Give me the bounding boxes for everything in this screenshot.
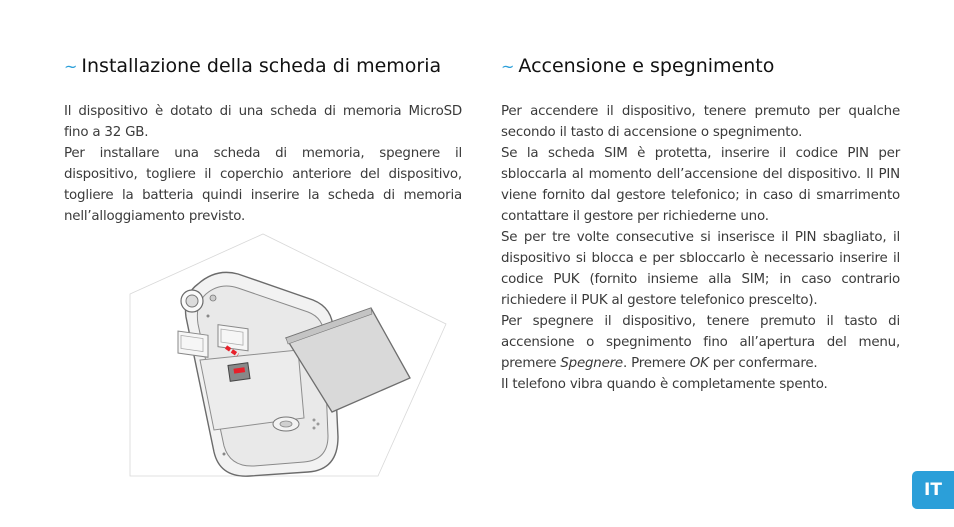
phone-battery-illustration — [128, 232, 448, 478]
spegnere-term: Spegnere — [560, 356, 623, 371]
power-body — [501, 101, 900, 395]
power-heading-text: Accensione e spegnimento — [518, 55, 775, 77]
power-paragraph-4-part-b: . Premere — [622, 356, 690, 371]
memory-card-section — [64, 52, 462, 227]
power-heading — [501, 52, 900, 81]
memory-card-heading-text: Installazione della scheda di memoria — [81, 55, 442, 77]
power-paragraph-4-part-a: Per spegnere il dispositivo, tenere premuto il tasto di accensione o spegnimento fino all’apertura del menu, premere — [501, 314, 900, 371]
tilde-marker: ~ — [501, 57, 515, 76]
memory-card-heading — [64, 52, 462, 81]
power-section — [501, 52, 900, 395]
phone-back-diagram — [128, 232, 448, 478]
power-paragraph-4 — [501, 311, 900, 374]
power-paragraph-3: Se per tre volte consecutive si inserisce il PIN sbagliato, il dispositivo si blocca e per sbloccarlo è necessario inserire il codice PUK (fornito insieme alla SIM; in caso contrario richiedere il PUK al gestore telefonico prescelto). — [501, 230, 900, 308]
memory-card-body — [64, 101, 462, 227]
memory-card-paragraph-2: Per installare una scheda di memoria, spegnere il dispositivo, togliere il coperchio anteriore del dispositivo, togliere la batteria quindi inserire la scheda di memoria nell’alloggiamento previsto. — [64, 146, 462, 224]
ok-term: OK — [689, 356, 709, 371]
power-paragraph-4-part-c: per confermare. — [708, 356, 818, 371]
power-paragraph-2: Se la scheda SIM è protetta, inserire il codice PIN per sbloccarla al momento dell’accensione del dispositivo. Il PIN viene fornito dal gestore telefonico; in caso di smarrimento contattare il gestore per richiederne uno. — [501, 146, 900, 224]
tilde-marker: ~ — [64, 57, 78, 76]
language-badge: IT — [912, 471, 954, 509]
memory-card-paragraph-1: Il dispositivo è dotato di una scheda di memoria MicroSD fino a 32 GB. — [64, 104, 462, 140]
power-paragraph-5: Il telefono vibra quando è completamente spento. — [501, 377, 828, 392]
power-paragraph-1: Per accendere il dispositivo, tenere premuto per qualche secondo il tasto di accensione o spegnimento. — [501, 104, 900, 140]
